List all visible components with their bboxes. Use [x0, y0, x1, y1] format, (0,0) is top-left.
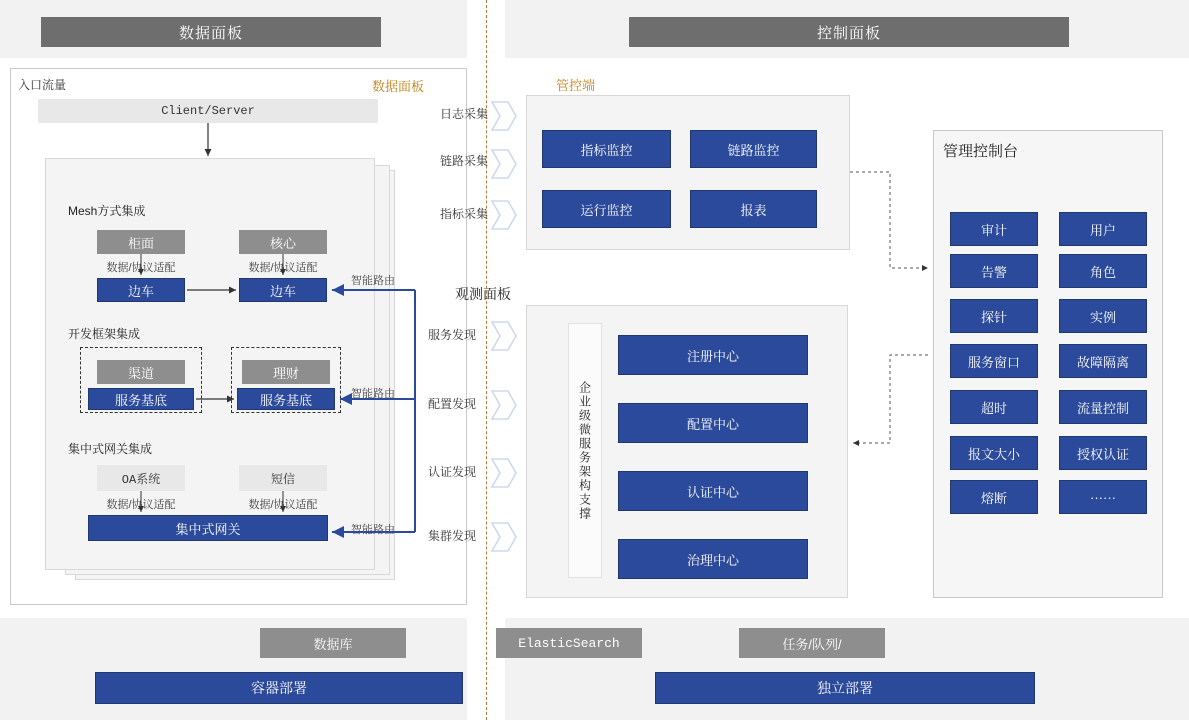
console-item-more: ······ — [1059, 480, 1147, 514]
ingress-traffic-label: 入口流量 — [18, 78, 67, 92]
bottom-task-queue: 任务/队列/ — [739, 628, 885, 658]
node-core: 核心 — [239, 230, 327, 254]
console-item-user: 用户 — [1059, 212, 1147, 246]
console-item-message-size: 报文大小 — [950, 436, 1038, 470]
console-item-circuit-breaker: 熔断 — [950, 480, 1038, 514]
collect-label-1: 链路采集 — [440, 154, 489, 168]
console-item-role: 角色 — [1059, 254, 1147, 288]
mgmt-box-trace-monitor: 链路监控 — [690, 130, 817, 168]
bottom-database: 数据库 — [260, 628, 406, 658]
mgmt-box-metric-monitor: 指标监控 — [542, 130, 671, 168]
center-box-governance: 治理中心 — [618, 539, 808, 579]
center-box-registry: 注册中心 — [618, 335, 808, 375]
client-server-box: Client/Server — [38, 99, 378, 123]
console-item-audit: 审计 — [950, 212, 1038, 246]
bottom-elasticsearch: ElasticSearch — [496, 628, 642, 658]
node-channel: 渠道 — [97, 360, 185, 384]
adapt-label-counter: 数据/协议适配 — [106, 262, 176, 274]
service-base-right: 服务基底 — [237, 388, 335, 410]
central-gateway: 集中式网关 — [88, 515, 328, 541]
console-item-instance: 实例 — [1059, 299, 1147, 333]
header-data-panel: 数据面板 — [41, 17, 381, 47]
sidecar-left: 边车 — [97, 278, 185, 302]
bottom-container-deploy: 容器部署 — [95, 672, 463, 704]
collect-label-2: 指标采集 — [440, 207, 489, 221]
service-base-left: 服务基底 — [88, 388, 194, 410]
collect-label-0: 日志采集 — [440, 107, 489, 121]
mgmt-side-label: 管控端 — [556, 78, 596, 93]
route-label-gateway: 智能路由 — [351, 524, 395, 536]
console-item-timeout: 超时 — [950, 390, 1038, 424]
data-panel-tag: 数据面板 — [372, 79, 425, 94]
discovery-label-1: 配置发现 — [428, 397, 477, 411]
console-item-flow-control: 流量控制 — [1059, 390, 1147, 424]
node-sms: 短信 — [239, 465, 327, 491]
group-title-gateway: 集中式网关集成 — [68, 442, 153, 456]
bottom-standalone-deploy: 独立部署 — [655, 672, 1035, 704]
discovery-label-3: 集群发现 — [428, 529, 477, 543]
center-box-auth: 认证中心 — [618, 471, 808, 511]
header-control-panel: 控制面板 — [629, 17, 1069, 47]
node-counter: 柜面 — [97, 230, 185, 254]
node-wealth: 理财 — [242, 360, 330, 384]
group-title-framework: 开发框架集成 — [68, 327, 141, 341]
mgmt-box-report: 报表 — [690, 190, 817, 228]
console-item-probe: 探针 — [950, 299, 1038, 333]
discovery-label-2: 认证发现 — [428, 465, 477, 479]
console-item-fault-isolation: 故障隔离 — [1059, 344, 1147, 378]
discovery-label-0: 服务发现 — [428, 328, 477, 342]
adapt-label-sms: 数据/协议适配 — [248, 499, 318, 511]
vertical-support-text: 企业级微服务架构支撑 — [568, 323, 602, 578]
center-box-config: 配置中心 — [618, 403, 808, 443]
adapt-label-oa: 数据/协议适配 — [106, 499, 176, 511]
console-item-authorization: 授权认证 — [1059, 436, 1147, 470]
adapt-label-core: 数据/协议适配 — [248, 262, 318, 274]
group-title-mesh: Mesh方式集成 — [68, 204, 146, 218]
route-label-mesh: 智能路由 — [351, 275, 395, 287]
sidecar-right: 边车 — [239, 278, 327, 302]
console-title: 管理控制台 — [943, 143, 1019, 160]
mgmt-box-runtime-monitor: 运行监控 — [542, 190, 671, 228]
node-oa: OA系统 — [97, 465, 185, 491]
route-label-framework: 智能路由 — [351, 388, 395, 400]
observe-panel-label: 观测面板 — [455, 286, 511, 302]
console-item-service-window: 服务窗口 — [950, 344, 1038, 378]
console-item-alarm: 告警 — [950, 254, 1038, 288]
